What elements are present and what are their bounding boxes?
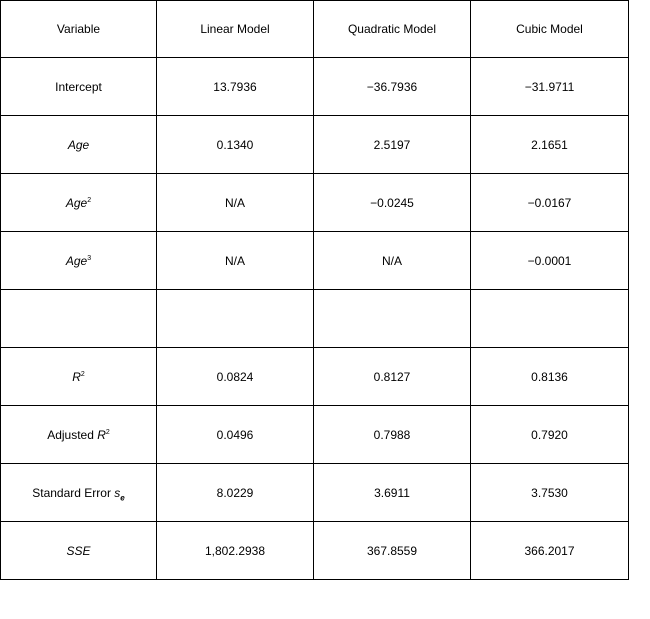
cell-linear: 0.0824 (157, 348, 314, 406)
cell-quadratic: N/A (314, 232, 471, 290)
cell-linear: 13.7936 (157, 58, 314, 116)
cell-quadratic: 367.8559 (314, 522, 471, 580)
row-label: Standard Error $s_e$ (1, 464, 157, 522)
row-label: Age$^3$ (1, 232, 157, 290)
table-row (1, 522, 629, 580)
cell-linear: N/A (157, 232, 314, 290)
table-row (1, 406, 629, 464)
cell-cubic: −31.9711 (471, 58, 629, 116)
cell-cubic: 366.2017 (471, 522, 629, 580)
cell-cubic: −0.0167 (471, 174, 629, 232)
cell-quadratic: 0.7988 (314, 406, 471, 464)
table-row (1, 116, 629, 174)
row-label: $R^2$ (1, 348, 157, 406)
cell-linear: 0.0496 (157, 406, 314, 464)
table-row (1, 464, 629, 522)
header-linear-model: Linear Model (157, 1, 314, 58)
cell-cubic: 0.7920 (471, 406, 629, 464)
cell-cubic: 0.8136 (471, 348, 629, 406)
cell-linear (157, 290, 314, 348)
row-label: Age$^2$ (1, 174, 157, 232)
table-row (1, 174, 629, 232)
table-row (1, 232, 629, 290)
header-variable: Variable (1, 1, 157, 58)
row-label: Intercept (1, 58, 157, 116)
cell-quadratic: 2.5197 (314, 116, 471, 174)
cell-linear: 1,802.2938 (157, 522, 314, 580)
row-label: Age (1, 116, 157, 174)
cell-cubic: −0.0001 (471, 232, 629, 290)
table-row (1, 58, 629, 116)
cell-quadratic: −0.0245 (314, 174, 471, 232)
row-label: SSE (1, 522, 157, 580)
cell-cubic: 3.7530 (471, 464, 629, 522)
cell-cubic: 2.1651 (471, 116, 629, 174)
cell-cubic (471, 290, 629, 348)
cell-linear: 8.0229 (157, 464, 314, 522)
header-quadratic-model: Quadratic Model (314, 1, 471, 58)
cell-quadratic (314, 290, 471, 348)
table-row-empty (1, 290, 629, 348)
header-cubic-model: Cubic Model (471, 1, 629, 58)
table-row (1, 348, 629, 406)
row-label: Adjusted $R^2$ (1, 406, 157, 464)
cell-linear: 0.1340 (157, 116, 314, 174)
cell-linear: N/A (157, 174, 314, 232)
cell-quadratic: −36.7936 (314, 58, 471, 116)
header-row (1, 1, 629, 58)
cell-quadratic: 3.6911 (314, 464, 471, 522)
row-label (1, 290, 157, 348)
cell-quadratic: 0.8127 (314, 348, 471, 406)
